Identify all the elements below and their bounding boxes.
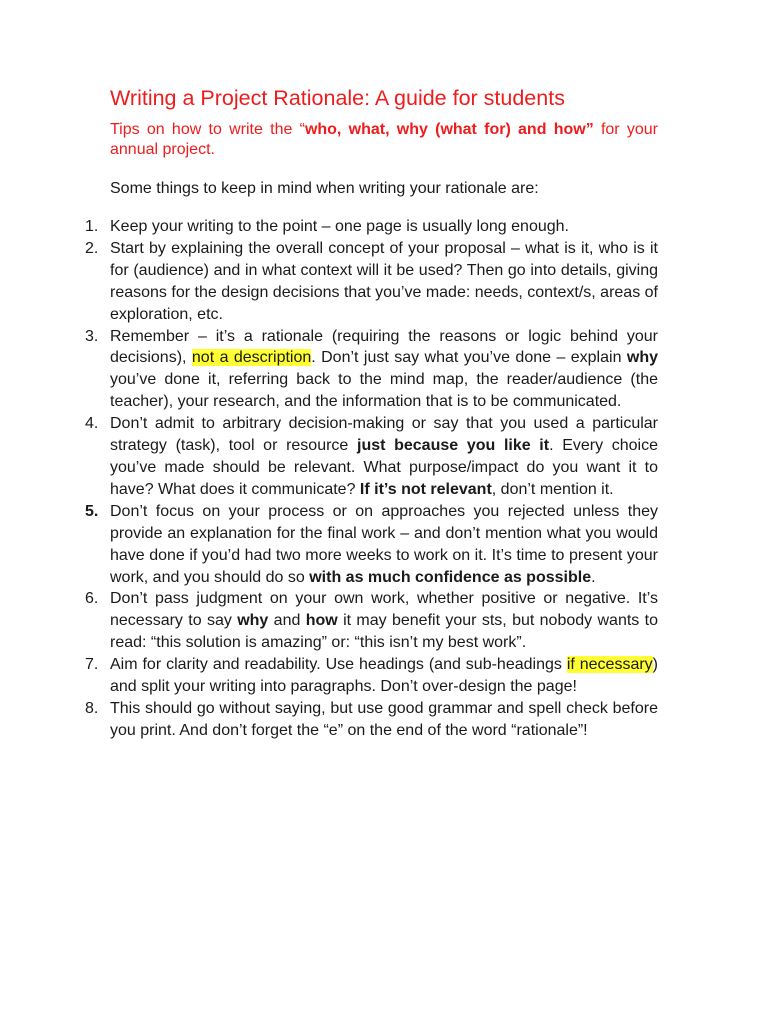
highlighted-text: not a description: [191, 349, 312, 367]
bold-text: If it’s not relevant: [359, 480, 492, 498]
list-item-text: . Every choice you’ve made should be relevant. What purpose/impact do you want it to have? What does it communicate?: [110, 437, 659, 498]
list-item-text: Remember – it’s a rationale (requiring the reasons or logic behind your decisions),: [110, 327, 658, 367]
list-item: [64, 326, 658, 414]
list-item-text: Aim for clarity and readability. Use headings (and sub-headings: [110, 656, 567, 674]
list-item-number: 5.: [85, 502, 99, 520]
list-item: [64, 654, 658, 698]
list-item: [64, 698, 658, 742]
highlighted-text: if necessary: [566, 656, 653, 674]
subtitle-bold: who, what, why (what for) and how”: [304, 121, 594, 138]
list-item-number: 7.: [85, 656, 99, 674]
list-item-text: .: [591, 568, 596, 586]
list-item-number: 2.: [85, 239, 99, 257]
list-item-text: . Don’t just say what you’ve done – explain: [311, 349, 627, 367]
intro-paragraph: Some things to keep in mind when writing your rationale are:: [110, 180, 539, 197]
list-item-text: it may benefit your sts, but nobody wants to read: “this solution is amazing” or: “this isn’t my best work”.: [110, 612, 658, 652]
list-item: [64, 413, 658, 501]
list-item: [64, 501, 658, 589]
document-subtitle: [110, 120, 658, 160]
tips-list: [85, 216, 659, 742]
bold-text: why: [626, 349, 659, 367]
list-item: [64, 588, 658, 654]
bold-text: how: [305, 612, 338, 630]
document-page: [85, 84, 659, 742]
list-item-text: ) and split your writing into paragraphs. Don’t over-design the page!: [110, 656, 658, 696]
list-item: [64, 216, 658, 238]
bold-text: just because you like it: [357, 437, 550, 455]
list-item-text: you’ve done it, referring back to the mind map, the reader/audience (the teacher), your research, and the information that is to be communicated.: [110, 371, 658, 411]
list-item-text: Don’t admit to arbitrary decision-making or say that you used a particular strategy (task), tool or resource: [110, 415, 658, 455]
list-item-number: 1.: [85, 218, 99, 235]
list-item-text: Keep your writing to the point – one page is usually long enough.: [110, 218, 569, 235]
document-title: Writing a Project Rationale: A guide for students: [110, 86, 565, 110]
list-item-text: Start by explaining the overall concept of your proposal – what is it, who is it for (audience) and in what context will it be used? Then go into details, giving reasons for the design decisions that you’ve made: needs, context/s, areas of exploration, etc.: [110, 239, 658, 323]
list-item-text: , don’t mention it.: [491, 480, 614, 498]
list-item: [64, 238, 658, 326]
list-item-text: This should go without saying, but use good grammar and spell check before you print. And don’t forget the “e” on the end of the word “rationale”!: [110, 699, 658, 739]
list-item-text: and: [268, 612, 306, 630]
list-item-number: 4.: [85, 415, 99, 433]
list-item-text: Don’t pass judgment on your own work, whether positive or negative. It’s necessary to say: [110, 590, 658, 630]
subtitle-post: for your annual project.: [110, 121, 659, 158]
list-item-text: Don’t focus on your process or on approaches you rejected unless they provide an explanation for the final work – and don’t mention what you would have done if you’d had two more weeks to work on it. It’s time to present your work, and you should do so: [110, 502, 658, 586]
bold-text: with as much confidence as possible: [309, 568, 592, 586]
bold-text: why: [237, 612, 269, 630]
list-item-number: 6.: [85, 590, 99, 608]
subtitle-pre: Tips on how to write the “: [110, 121, 305, 138]
list-item-number: 3.: [85, 327, 99, 345]
list-item-number: 8.: [85, 699, 99, 717]
